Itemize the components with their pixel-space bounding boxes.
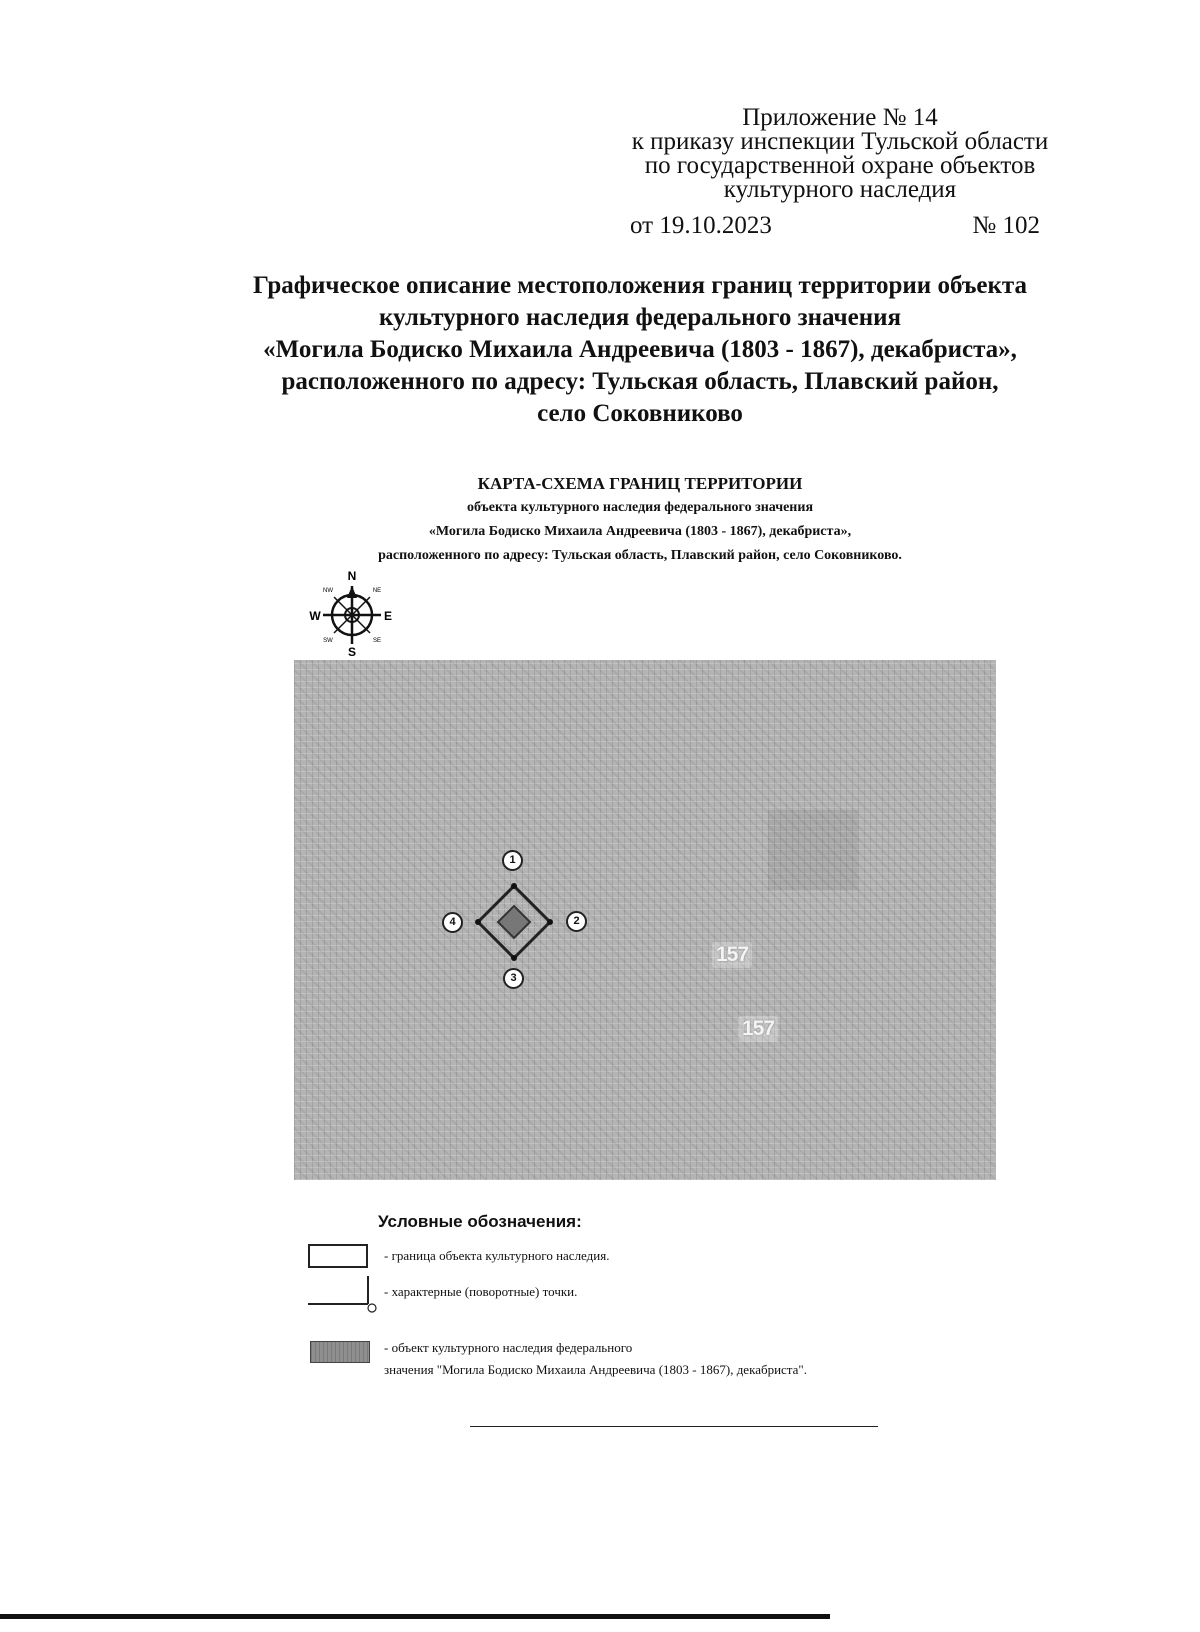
territory-map — [294, 660, 996, 1180]
compass-rose-icon — [300, 568, 400, 658]
legend-title: Условные обозначения: — [378, 1212, 582, 1231]
title-line-4: расположенного по адресу: Тульская область, Плавский район, — [281, 368, 999, 395]
legend-boundary-swatch — [308, 1244, 368, 1268]
order-date-line — [630, 212, 1050, 242]
title-line-3: «Могила Бодиско Михаила Андреевича (1803 - 1867), декабриста», — [263, 336, 1017, 363]
point-marker-2 — [547, 919, 553, 925]
appendix-order-ref-3: культурного наследия — [723, 176, 957, 203]
title-line-1: Графическое описание местоположения границ территории объекта — [252, 272, 1027, 299]
order-date: от 19.10.2023 — [630, 212, 772, 239]
compass-se: SE — [372, 638, 382, 644]
legend-object-swatch — [310, 1341, 370, 1363]
title-line-2: культурного наследия федерального значения — [378, 304, 902, 331]
compass-w: W — [309, 609, 321, 623]
compass-n: N — [347, 569, 357, 583]
appendix-order-ref-2: по государственной охране объектов — [644, 152, 1036, 179]
legend-object-text-1: - объект культурного наследия федерального — [384, 1340, 633, 1355]
parcel-label-2: 157 — [738, 1016, 778, 1042]
legend-object-text-2: значения "Могила Бодиско Михаила Андреевича (1803 - 1867), декабриста". — [384, 1362, 807, 1377]
compass-ne: NE — [372, 588, 382, 594]
point-label-2: 2 — [566, 911, 587, 932]
legend-points-icon — [306, 1274, 386, 1314]
point-label-4: 4 — [442, 912, 463, 933]
scan-bottom-edge — [0, 1614, 830, 1619]
compass-s: S — [347, 645, 357, 658]
order-number: № 102 — [972, 212, 1040, 239]
map-heading-line-4: расположенного по адресу: Тульская область, Плавский район, село Соковниково. — [378, 548, 902, 563]
map-heading — [200, 472, 1080, 568]
document-title — [130, 270, 1150, 430]
point-marker-4 — [475, 919, 481, 925]
compass-nw: NW — [323, 588, 333, 594]
point-label-3: 3 — [503, 968, 524, 989]
legend-points-text: - характерные (поворотные) точки. — [384, 1284, 578, 1299]
parcel-label-1: 157 — [712, 942, 752, 968]
compass-e: E — [383, 609, 393, 623]
map-heading-line-3: «Могила Бодиско Михаила Андреевича (1803 - 1867), декабриста», — [428, 524, 852, 539]
compass-sw: SW — [323, 638, 333, 644]
title-line-5: село Соковниково — [537, 400, 743, 427]
point-marker-1 — [511, 883, 517, 889]
point-marker-3 — [511, 955, 517, 961]
legend-boundary-text: - граница объекта культурного наследия. — [384, 1248, 610, 1263]
appendix-header — [590, 106, 1090, 202]
point-label-1: 1 — [502, 850, 523, 871]
map-darker-patch — [768, 810, 858, 890]
heritage-object-area — [498, 906, 530, 938]
map-heading-title: КАРТА-СХЕМА ГРАНИЦ ТЕРРИТОРИИ — [477, 474, 803, 493]
appendix-number: Приложение № 14 — [742, 104, 938, 131]
appendix-order-ref: к приказу инспекции Тульской области — [631, 128, 1049, 155]
footer-rule — [470, 1426, 878, 1427]
map-overlay — [294, 660, 996, 1180]
map-heading-line-2: объекта культурного наследия федерального значения — [466, 500, 814, 515]
